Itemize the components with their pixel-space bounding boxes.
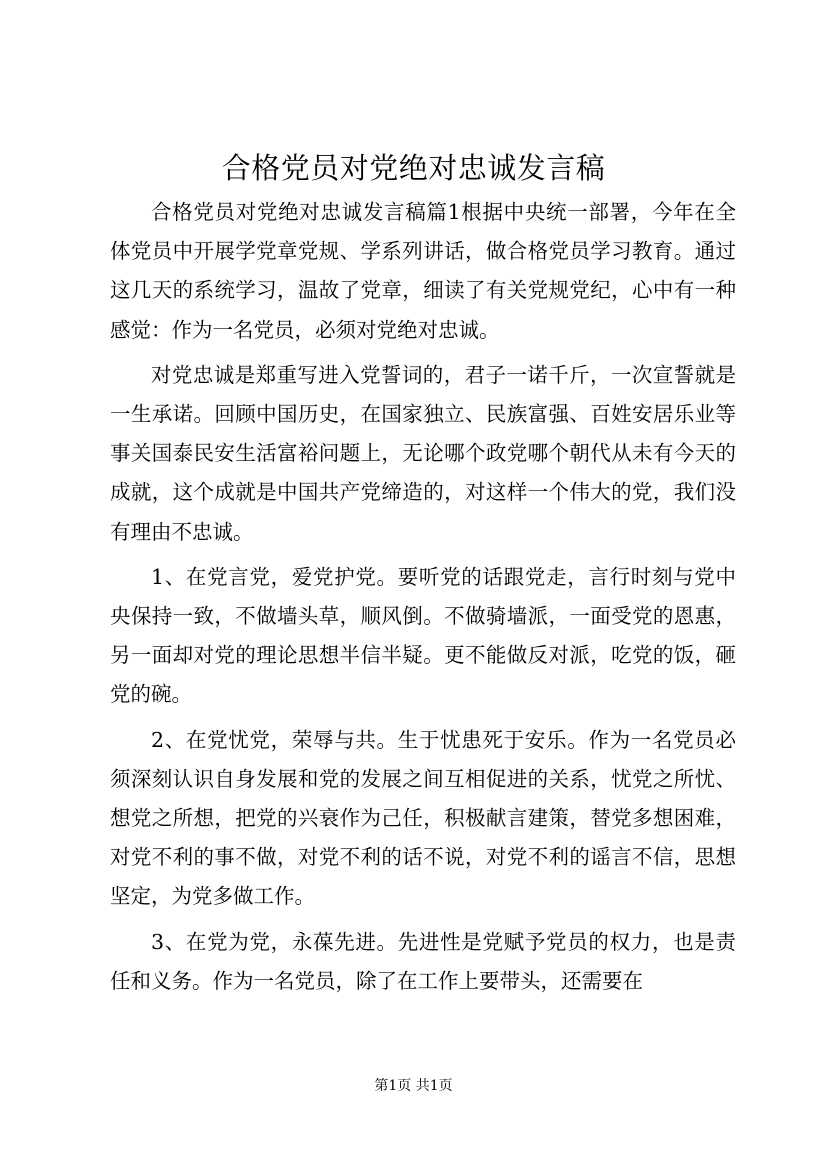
document-title: 合格党员对党绝对忠诚发言稿 (221, 151, 606, 185)
page-number-footer: 第1页 共1页 (374, 1078, 453, 1094)
paragraph-5: 3、在党为党，永葆先进。先进性是党赋予党员的权力，也是责任和义务。作为一名党员，除了在工作上要带头，还需要在 (110, 929, 736, 993)
document-body (110, 193, 736, 1007)
paragraph-4: 2、在党忧党，荣辱与共。生于忧患死于安乐。作为一名党员必须深刻认识自身发展和党的发展之间互相促进的关系，忧党之所忧、想党之所想，把党的兴衰作为己任，积极献言建策，替党多想困难，对党不利的事不做，对党不利的话不说，对党不利的谣言不信，思想坚定，为党多做工作。 (110, 727, 736, 909)
paragraph-2: 对党忠诚是郑重写进入党誓词的，君子一诺千斤，一次宣誓就是一生承诺。回顾中国历史，在国家独立、民族富强、百姓安居乐业等事关国泰民安生活富裕问题上，无论哪个政党哪个朝代从未有今天的成就，这个成就是中国共产党缔造的，对这样一个伟大的党，我们没有理由不忠诚。 (110, 362, 736, 544)
paragraph-1: 合格党员对党绝对忠诚发言稿篇1根据中央统一部署，今年在全体党员中开展学党章党规、学系列讲话，做合格党员学习教育。通过这几天的系统学习，温故了党章，细读了有关党规党纪，心中有一种感觉：作为一名党员，必须对党绝对忠诚。 (110, 200, 736, 342)
paragraph-3: 1、在党言党，爱党护党。要听党的话跟党走，言行时刻与党中央保持一致，不做墙头草，顺风倒。不做骑墙派，一面受党的恩惠，另一面却对党的理论思想半信半疑。更不能做反对派，吃党的饭，砸党的碗。 (110, 564, 736, 707)
